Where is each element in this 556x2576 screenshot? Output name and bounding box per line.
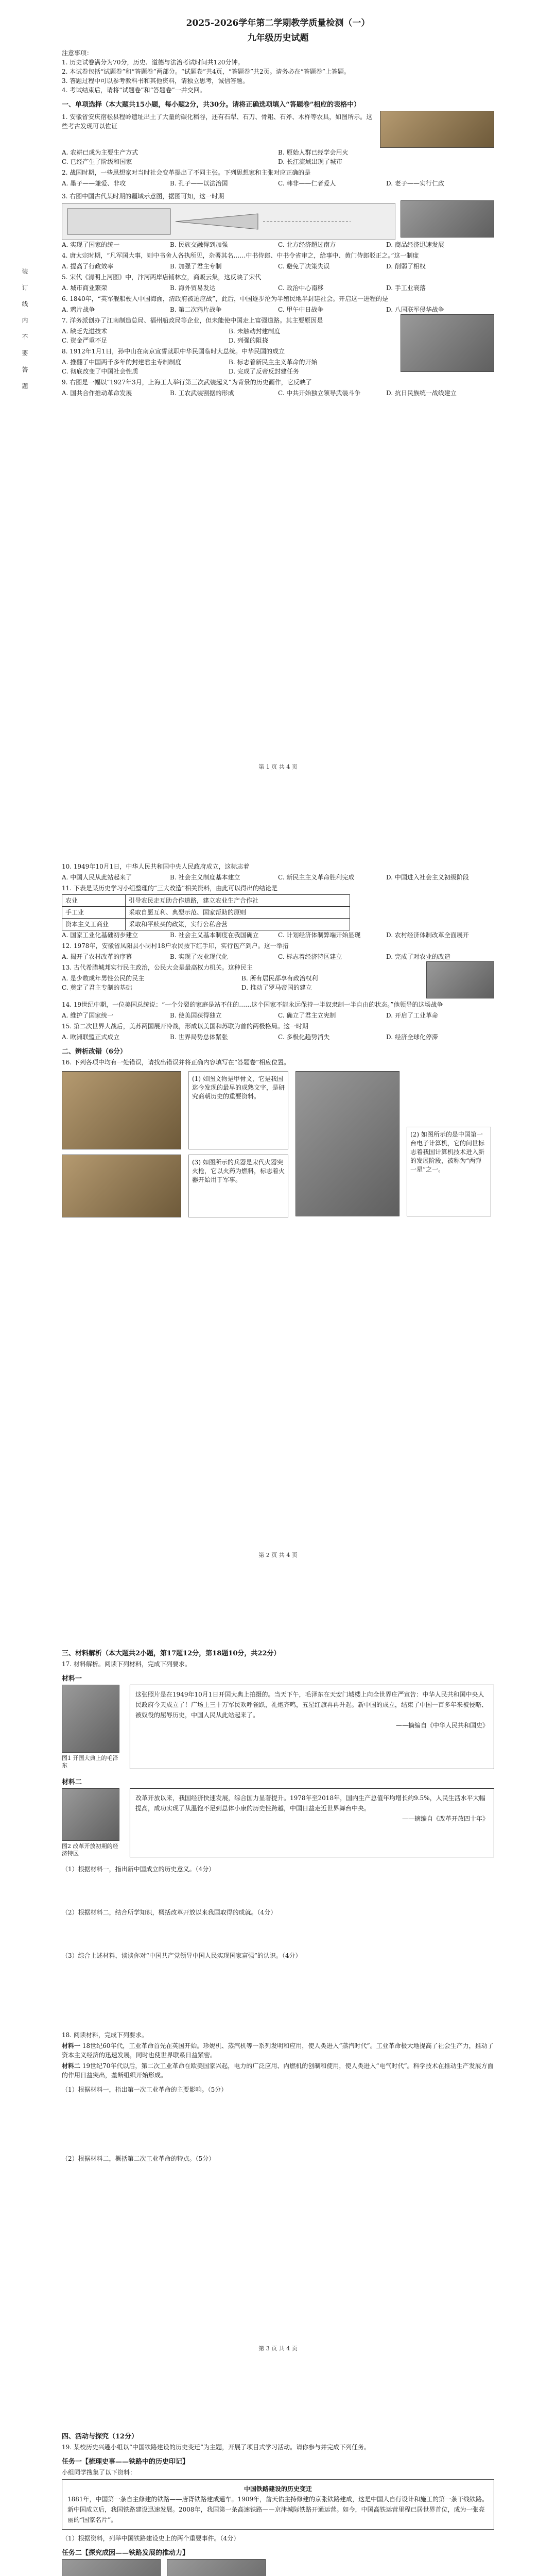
page-4	[0, 2375, 556, 2576]
figure-2-caption: 图2 改革开放初期的经济特区	[62, 1843, 118, 1857]
weapon-image	[62, 1155, 181, 1217]
option: A. 农耕已成为主要生产方式	[62, 149, 138, 156]
q14-options	[62, 1011, 494, 1020]
q7-options	[62, 327, 395, 345]
railway-box-text: 1881年，中国第一条自主修建的铁路——唐胥铁路建成通车。1909年，詹天佑主持修建的京张铁路建成，这是中国人自行设计和施工的第一条干线铁路。新中国成立后，我国铁路建设迅速发展。2008年，我国第一条高速铁路——京津城际铁路开通运营。如今，中国高铁运营里程已居世界首位，成为一张亮丽的“国家名片”。	[67, 2496, 489, 2523]
question-1: 1. 安徽省安庆宿松县程岭遗址出土了大量的碳化稻谷，还有石犁、石刀、骨耜、石斧、木杵等农具，如图所示。这些考古发现可以佐证	[62, 113, 373, 130]
option: C. 避免了决策失误	[278, 263, 330, 270]
question-19: 19. 某校历史兴趣小组以“中国铁路建设的历史变迁”为主题，开展了项目式学习活动。请你参与并完成下列任务。	[62, 2444, 371, 2451]
question-10: 10. 1949年10月1日，中华人民共和国中央人民政府成立，这标志着	[62, 863, 250, 870]
railway-photo-1	[62, 2559, 161, 2576]
section3-title: 三、材料解析（本大题共2小题，第17题12分，第18题10分，共22分）	[62, 1650, 281, 1657]
option: D. 长江流域出现了城市	[278, 158, 342, 165]
notice-block	[62, 48, 494, 95]
option: C. 已经产生了阶级和国家	[62, 158, 132, 165]
q13-photo	[426, 961, 494, 998]
railway-box-title: 中国铁路建设的历史变迁	[244, 2485, 312, 2493]
table-cell: 资本主义工商业	[62, 919, 126, 930]
notice-line: 3. 答题过程中可以参考教科书和其他资料，请独立思考，诚信答题。	[62, 77, 249, 84]
material-2-label: 材料二	[62, 1778, 82, 1786]
material-1-box	[130, 1685, 494, 1769]
option: C. 中共开始独立领导武装斗争	[278, 389, 361, 397]
option: B. 孔子——以法治国	[170, 180, 228, 187]
notice-line: 2. 本试卷包括“试题卷”和“答题卷”两部分。“试题卷”共4页，“答题卷”共2页。请务必在“答题卷”上答题。	[62, 68, 350, 75]
task-1-desc: 小组同学搜集了以下资料：	[62, 2469, 136, 2476]
q10-options	[62, 873, 494, 882]
question-18-2: （2）根据材料二，概括第二次工业革命的特点。（5分）	[62, 2155, 215, 2162]
table-row	[62, 895, 350, 907]
option: D. 手工业衰落	[386, 284, 426, 292]
material-2-box	[130, 1788, 494, 1857]
answer-space	[62, 2385, 494, 2427]
page-footer: 第 3 页 共 4 页	[258, 2345, 298, 2352]
table-cell: 手工业	[62, 907, 126, 919]
option: B. 实现了农业现代化	[170, 953, 228, 960]
section1-title: 一、单项选择（本大题共15小题，每小题2分，共30分。请将正确选项填入“答题卷”相应的表格中）	[62, 101, 361, 109]
option: A. 欧洲联盟正式成立	[62, 1033, 120, 1041]
question-17-2: （2）根据材料二，结合所学知识，概括改革开放以来我国取得的成就。（4分）	[62, 1909, 277, 1916]
option: D. 列强的阻挠	[229, 337, 268, 344]
answer-space	[62, 1962, 494, 2029]
caption-box-c	[188, 1155, 288, 1217]
material-1-label: 材料一	[62, 1675, 82, 1683]
option: B. 使美国获得独立	[170, 1012, 222, 1019]
material-3-label: 材料一	[62, 2042, 81, 2049]
option: D. 经济全球化停滞	[386, 1033, 438, 1041]
q13-options	[62, 974, 421, 992]
page-footer: 第 1 页 共 4 页	[258, 764, 298, 770]
oracle-bone-image	[62, 1071, 181, 1149]
material-2-source: ——摘编自《改革开放四十年》	[402, 1815, 489, 1822]
option: C. 资金严重不足	[62, 337, 108, 344]
q3-options	[62, 240, 494, 249]
question-15: 15. 第二次世界大战后，美苏两国展开冷战，形成以美国和苏联为首的两极格局。这一时期	[62, 1023, 308, 1030]
option: C. 政治中心南移	[278, 284, 324, 292]
option: B. 第二次鸦片战争	[170, 306, 222, 313]
q12-options	[62, 952, 494, 961]
option: B. 加强了君主专制	[170, 263, 222, 270]
notice-heading: 注意事项：	[62, 49, 93, 57]
question-6: 6. 1840年，“英军舰船驶入中国海面，清政府被迫应战”，此后，中国逐步沦为半殖民地半封建社会。开启这一进程的是	[62, 295, 389, 302]
option: C. 确立了君主立宪制	[278, 1012, 336, 1019]
option: A. 揭开了农村改革的序幕	[62, 953, 132, 960]
caption-box-a	[188, 1071, 288, 1149]
caption-c: (3) 如图所示的兵器是宋代火器突火枪，它以火药为燃料，标志着火器开始用于军事。	[192, 1159, 285, 1183]
question-9: 9. 右图是一幅以“1927年3月，上海工人举行第三次武装起义”为背景的历史画作，它反映了	[62, 379, 312, 386]
q9-options	[62, 388, 494, 398]
option: D. 农村经济体制改革全面展开	[386, 931, 469, 939]
binding-notice: 装 订 线 内 不 要 答 题	[21, 268, 28, 393]
table-row	[62, 907, 350, 919]
question-17-1: （1）根据材料一，指出新中国成立的历史意义。（4分）	[62, 1866, 215, 1873]
option: C. 甲午中日战争	[278, 306, 324, 313]
caption-a: (1) 如图文物是甲骨文，它是我国迄今发现的最早的成熟文字，是研究商朝历史的重要资料。	[192, 1075, 285, 1100]
option: B. 所有居民都享有政治权利	[241, 975, 318, 982]
option: C. 计划经济体制弊端开始显现	[278, 931, 361, 939]
option: B. 工农武装割据的形成	[170, 389, 234, 397]
figure-1-caption: 图1 开国大典上的毛泽东	[62, 1755, 118, 1769]
section2-title: 二、辨析改错（6分）	[62, 1048, 127, 1056]
option: A. 是少数成年男性公民的民主	[62, 975, 145, 982]
table-cell: 采取自愿互利、典型示范、国家帮助的原则	[126, 907, 350, 919]
question-11: 11. 下表是某历史学习小组整理的“三大改造”相关资料，由此可以得出的结论是	[62, 885, 278, 892]
option: A. 实现了国家的统一	[62, 241, 120, 248]
material-2-text: 改革开放以来，我国经济快速发展，综合国力显著提升。1978年至2018年，国内生产总值年均增长约9.5%，人民生活水平大幅提高，成功实现了从温饱不足到总体小康的历史性跨越，中国日益走近世界舞台中央。	[135, 1794, 485, 1812]
option: D. 完成了反帝反封建任务	[229, 368, 299, 375]
table-cell: 引导农民走互助合作道路，建立农业生产合作社	[126, 895, 350, 907]
option: A. 中国人民从此站起来了	[62, 874, 132, 881]
option: A. 国家工业化基础初步建立	[62, 931, 138, 939]
option: B. 标志着新民主主义革命的开始	[229, 359, 318, 366]
option: B. 世界局势总体紧张	[170, 1033, 228, 1041]
material-4-text: 19世纪70年代以后，第二次工业革命在欧美国家兴起，电力的广泛应用、内燃机的创制和使用，使人类进入“电气时代”。科学技术在推动生产发展方面的作用日益突出，垄断组织开始形成。	[62, 2062, 494, 2079]
q1-artifact-image	[380, 111, 494, 148]
material-1-source: ——摘编自《中华人民共和国史》	[395, 1722, 489, 1729]
option: B. 民族交融得到加强	[170, 241, 228, 248]
computer-image	[296, 1071, 399, 1216]
option: C. 新民主主义革命胜利完成	[278, 874, 355, 881]
railway-material-box	[62, 2479, 494, 2530]
question-7: 7. 洋务派创办了江南制造总局、福州船政局等企业，但未能使中国走上富强道路。其主要原因是	[62, 317, 323, 324]
task-1-title: 任务一【梳理史事——铁路中的历史印记】	[62, 2458, 189, 2466]
material-3-text: 18世纪60年代，工业革命首先在英国开始。珍妮机、蒸汽机等一系列发明和应用，使人类进入“蒸汽时代”。工业革命极大地提高了社会生产力，推动了资本主义经济的迅速发展，同时也使世界联系日益紧密。	[62, 2042, 494, 2059]
question-14: 14. 19世纪中期，一位美国总统说：“一个分裂的家庭是站不住的……这个国家不能永远保持一半奴隶制一半自由的状态。”他领导的这场战争	[62, 1001, 443, 1008]
page4-content	[62, 2385, 494, 2576]
page3-content	[62, 1643, 494, 2165]
page1-content	[62, 15, 494, 398]
task-2-title: 任务二【探究成因——铁路发展的推动力】	[62, 2549, 189, 2557]
material-4-label: 材料二	[62, 2062, 81, 2070]
notice-line: 1. 历史试卷满分为70分，历史、道德与法治考试时间共120分钟。	[62, 59, 244, 66]
material-4	[62, 2061, 494, 2080]
question-18: 18. 阅读材料，完成下列要求。	[62, 2031, 148, 2039]
material-1-text: 这张照片是在1949年10月1日开国大典上拍摄的。当天下午，毛泽东在天安门城楼上向全世界庄严宣告：中华人民共和国中央人民政府今天成立了！广场上三十万军民欢呼雀跃，礼炮齐鸣，五星红旗冉冉升起。新中国的成立，结束了中国一百多年来被侵略、被奴役的屈辱历史，中国人民从此站起来了。	[135, 1691, 488, 1719]
question-16: 16. 下列各项中均有一处错误，请找出错误并将正确内容填写在“答题卷”相应位置。	[62, 1059, 290, 1066]
option: A. 维护了国家统一	[62, 1012, 114, 1019]
option: C. 北方经济超过南方	[278, 241, 336, 248]
option: D. 八国联军侵华战争	[386, 306, 444, 313]
option: A. 缺乏先进技术	[62, 328, 108, 335]
question-5: 5. 宋代《清明上河图》中，汴河两岸店铺林立，商贩云集，这反映了宋代	[62, 274, 262, 281]
question-2: 2. 战国时期，一些思想家对当时社会变革提出了不同主张。下列思想家和主张对应正确的是	[62, 169, 311, 176]
table-cell: 采取和平赎买的政策，实行公私合营	[126, 919, 350, 930]
option: D. 抗日民族统一战线建立	[386, 389, 457, 397]
question-8: 8. 1912年1月1日，孙中山在南京宣誓就职中华民国临时大总统。中华民国的成立	[62, 348, 285, 355]
q11-options	[62, 930, 494, 940]
caption-box-b	[407, 1127, 491, 1216]
answer-space	[62, 1919, 494, 1950]
option: D. 中国进入社会主义初级阶段	[386, 874, 469, 881]
q1-options	[62, 148, 494, 166]
option: B. 社会主义制度基本建立	[170, 874, 240, 881]
task-1-question: （1）根据资料，列举中国铁路建设史上的两个重要事件。（4分）	[62, 2535, 240, 2542]
option: B. 社会主义基本制度在我国确立	[170, 931, 259, 939]
page-3	[0, 1582, 556, 2370]
option: D. 完成了对农业的改造	[386, 953, 450, 960]
option: B. 原始人群已经学会用火	[278, 149, 349, 156]
option: A. 国共合作推动革命发展	[62, 389, 132, 397]
binding-margin	[0, 268, 57, 598]
exam-title: 2025-2026学年第二学期教学质量检测（一）	[186, 18, 370, 28]
question-4: 4. 唐太宗时期，“凡军国大事，则中书舍人各执所见，杂署其名……中书侍郎、中书令省审之，给事中、黄门侍郎驳正之。”这一制度	[62, 252, 419, 259]
option: D. 推动了罗马帝国的建立	[241, 984, 312, 991]
option: D. 老子——实行仁政	[386, 180, 444, 187]
material-3	[62, 2041, 494, 2060]
option: C. 韩非——仁者爱人	[278, 180, 336, 187]
option: D. 商品经济迅速发展	[386, 241, 444, 248]
q11-table	[62, 894, 350, 930]
q6-options	[62, 305, 494, 314]
question-13: 13. 古代希腊城邦实行民主政治，公民大会是最高权力机关。这种民主	[62, 964, 253, 971]
page-1	[0, 0, 556, 783]
option: C. 标志着经济特区建立	[278, 953, 342, 960]
option: C. 彻底改变了中国社会性质	[62, 368, 138, 375]
page-2	[0, 788, 556, 1577]
question-3: 3. 右图中国古代某时期的疆域示意图，据图可知，这一时期	[62, 193, 224, 200]
option: A. 墨子——兼爱、非攻	[62, 180, 126, 187]
page-footer: 第 2 页 共 4 页	[258, 1552, 298, 1558]
option: C. 多极化趋势消失	[278, 1033, 330, 1041]
option: C. 奠定了君主专制的基础	[62, 984, 132, 991]
reform-photo	[62, 1788, 119, 1841]
option: A. 城市商业繁荣	[62, 284, 108, 292]
option: A. 推翻了中国两千多年的封建君主专制制度	[62, 359, 182, 366]
founding-ceremony-photo	[62, 1685, 119, 1753]
q15-options	[62, 1032, 494, 1042]
notice-line: 4. 考试结束后，请将“试题卷”和“答题卷”一并交回。	[62, 87, 206, 94]
exam-subtitle: 九年级历史试题	[247, 33, 309, 43]
option: A. 鸦片战争	[62, 306, 95, 313]
option: B. 未触动封建制度	[229, 328, 281, 335]
q8-options	[62, 358, 395, 376]
q3-map-diagram	[62, 203, 395, 240]
question-17: 17. 材料解析。阅读下列材料，完成下列要求。	[62, 1660, 191, 1668]
table-cell: 农业	[62, 895, 126, 907]
caption-b: (2) 如图所示的是中国第一台电子计算机，它的问世标志着我国计算机技术进入新的发展阶段，被称为“两弹一星”之一。	[410, 1131, 485, 1173]
q2-options	[62, 179, 494, 188]
q3-side-diagram	[401, 200, 494, 238]
question-18-1: （1）根据材料一，指出第一次工业革命的主要影响。（5分）	[62, 2086, 228, 2093]
map-sketch-icon	[62, 204, 395, 240]
railway-photo-2	[167, 2559, 266, 2576]
page2-content	[62, 860, 494, 1217]
option: A. 提高了行政效率	[62, 263, 114, 270]
option: D. 开启了工业革命	[386, 1012, 438, 1019]
option: D. 削弱了相权	[386, 263, 426, 270]
q7-vintage-car-photo	[401, 314, 494, 372]
q5-options	[62, 283, 494, 293]
section4-title: 四、活动与探究（12分）	[62, 2433, 138, 2441]
question-17-3: （3）综合上述材料，谈谈你对“中国共产党领导中国人民实现国家富强”的认识。（4分）	[62, 1952, 302, 1959]
table-row	[62, 919, 350, 930]
option: B. 海外贸易发达	[170, 284, 216, 292]
answer-space	[62, 1875, 494, 1906]
question-12: 12. 1978年，安徽省凤阳县小岗村18户农民按下红手印，实行包产到户。这一举措	[62, 942, 289, 950]
q4-options	[62, 262, 494, 271]
answer-space	[62, 2096, 494, 2153]
